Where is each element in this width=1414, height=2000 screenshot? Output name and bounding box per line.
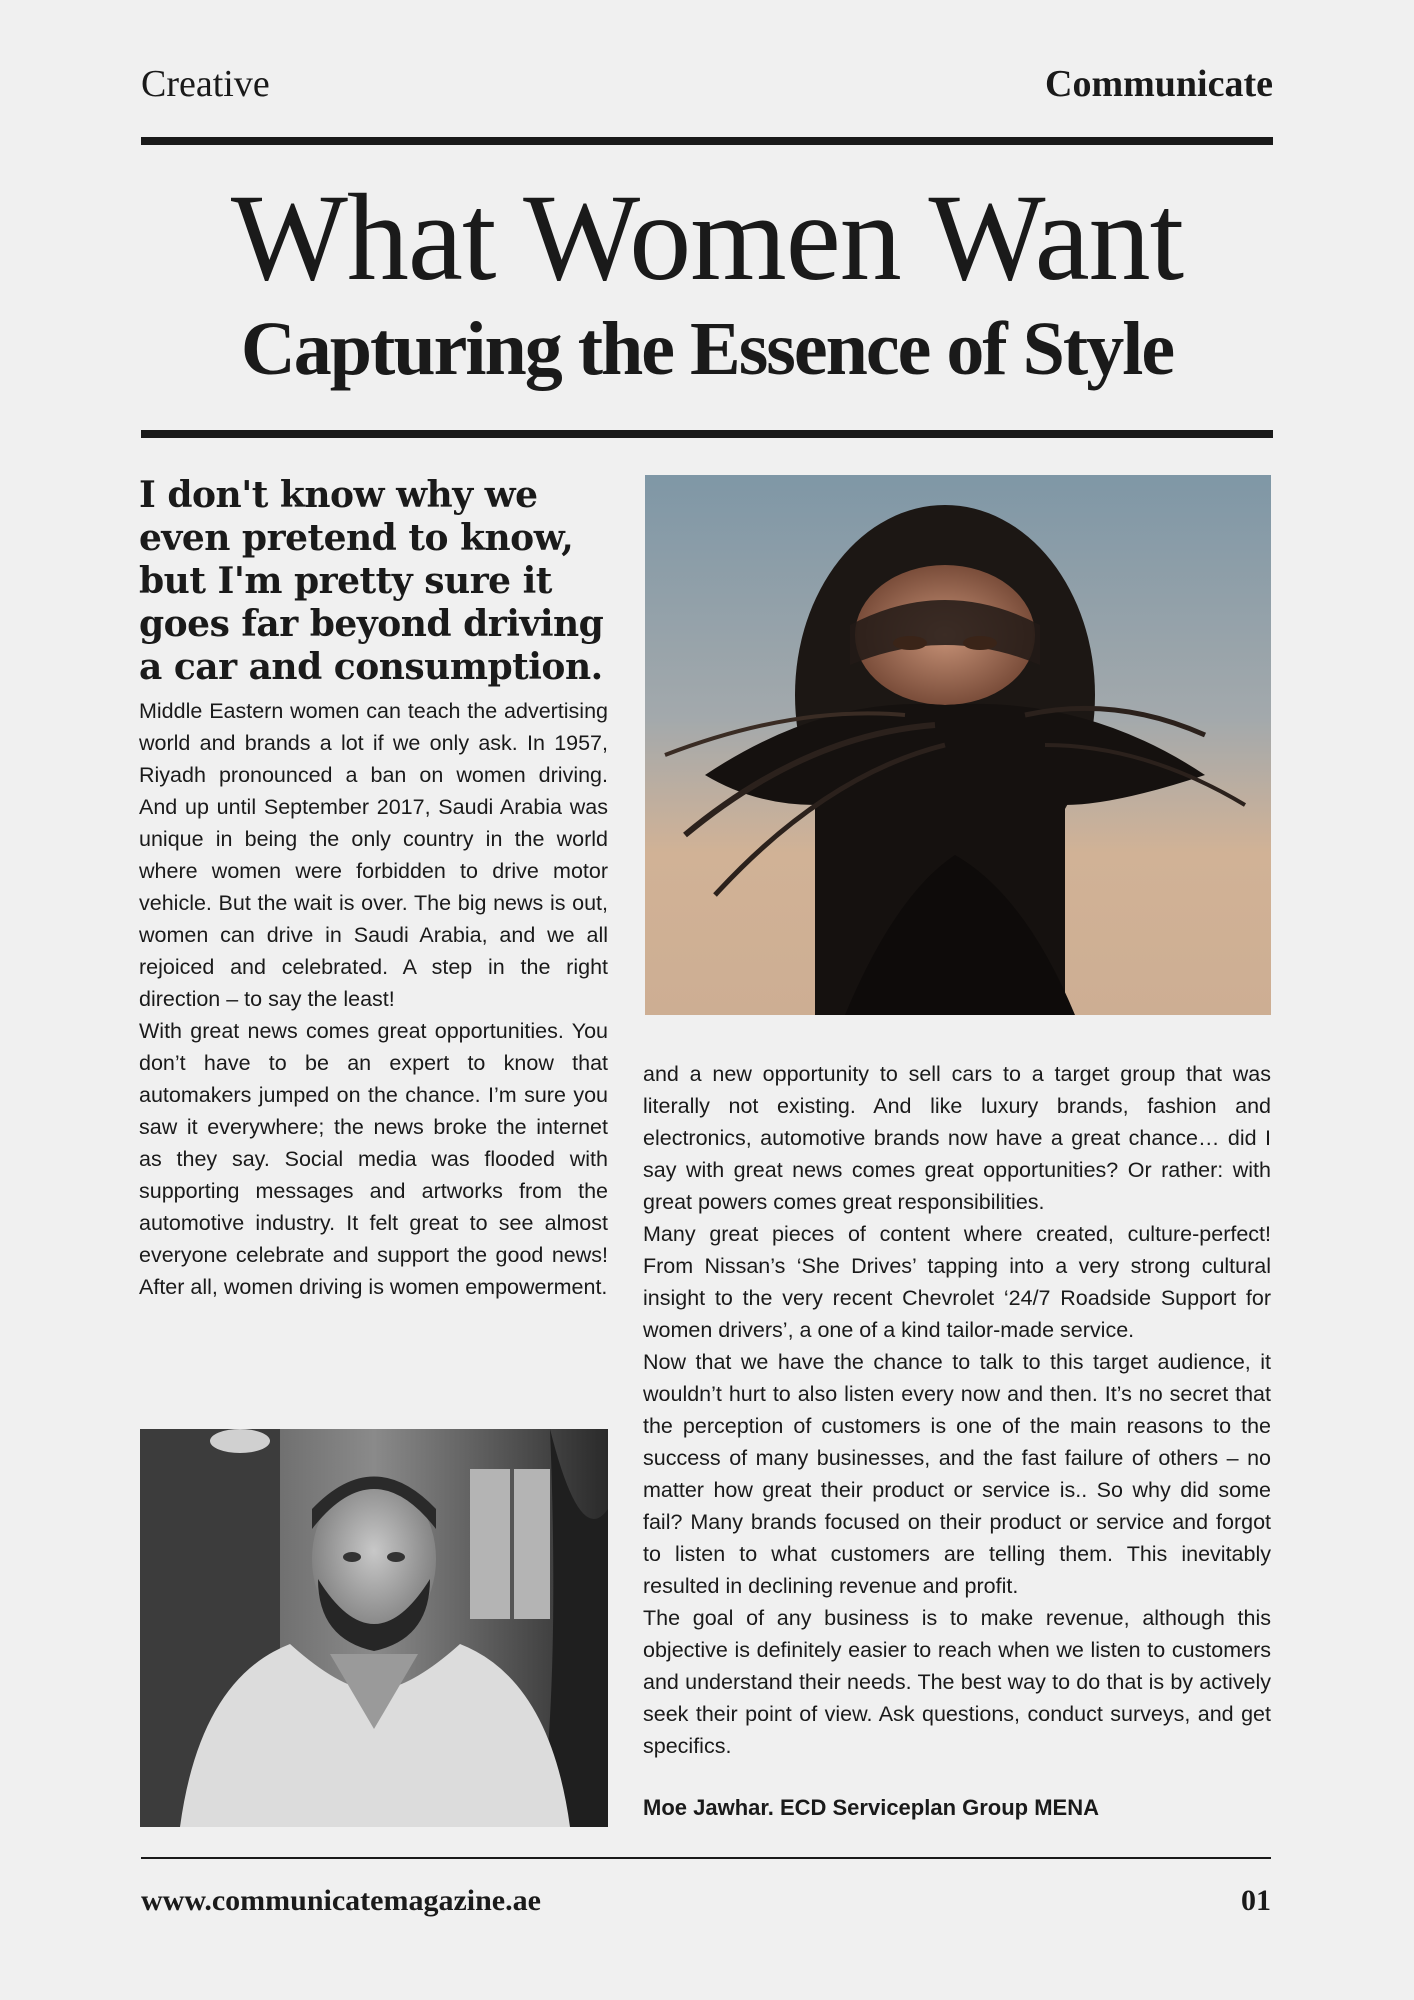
headline-divider xyxy=(141,430,1273,438)
left-column xyxy=(139,474,608,1303)
section-label-right: Communicate xyxy=(1045,63,1273,105)
section-label-left: Creative xyxy=(141,63,270,105)
woman-portrait-photo xyxy=(645,475,1271,1015)
footer-divider xyxy=(141,1857,1271,1859)
page-subtitle: Capturing the Essence of Style xyxy=(240,307,1174,391)
paragraph: Many great pieces of content where created, culture-perfect! From Nissan’s ‘She Drives’ tapping into a very strong cultural insight to the very recent Chevrolet ‘24/7 Roadside Support for women drivers’, a one of a kind tailor-made service. xyxy=(643,1222,1271,1342)
author-byline: Moe Jawhar. ECD Serviceplan Group MENA xyxy=(643,1795,1100,1820)
author-portrait-photo xyxy=(140,1429,608,1827)
paragraph: Middle Eastern women can teach the advertising world and brands a lot if we only ask. In 1957, Riyadh pronounced a ban on women driving. And up until September 2017, Saudi Arabia was unique in being the only country in the world where women were forbidden to drive motor vehicle. But the wait is over. The big news is out, women can drive in Saudi Arabia, and we all rejoiced and celebrated. A step in the right direction – to say the least! xyxy=(139,699,608,1011)
footer-website-url: www.communicatemagazine.ae xyxy=(141,1884,541,1917)
page-number: 01 xyxy=(1241,1884,1271,1917)
paragraph: Now that we have the chance to talk to this target audience, it wouldn’t hurt to also listen every now and then. It’s no secret that the perception of customers is one of the main reasons to the success of many businesses, and the fast failure of others – no matter how great their product or service is.. So why did some fail? Many brands focused on their product or service and forgot to listen to what customers are telling them. This inevitably resulted in declining revenue and profit. xyxy=(643,1350,1271,1598)
paragraph: and a new opportunity to sell cars to a target group that was literally not existing. And like luxury brands, fashion and electronics, automotive brands now have a great chance… did I say with great news comes great opportunities? Or rather: with great powers comes great responsibilities. xyxy=(643,1062,1271,1214)
page-title: What Women Want xyxy=(230,169,1184,306)
pull-quote: I don't know why we even pretend to know, but I'm pretty sure it goes far beyond driving a car and consumption. xyxy=(139,474,604,688)
paragraph: The goal of any business is to make revenue, although this objective is definitely easier to reach when we listen to customers and understand their needs. The best way to do that is by actively seek their point of view. Ask questions, conduct surveys, and get specifics. xyxy=(643,1606,1271,1758)
paragraph: With great news comes great opportunities. You don’t have to be an expert to know that automakers jumped on the chance. I’m sure you saw it everywhere; the news broke the internet as they say. Social media was flooded with supporting messages and artworks from the automotive industry. It felt great to see almost everyone celebrate and support the good news! After all, women driving is women empowerment. xyxy=(139,1019,608,1299)
right-column xyxy=(643,1058,1271,1762)
top-divider xyxy=(141,137,1273,145)
